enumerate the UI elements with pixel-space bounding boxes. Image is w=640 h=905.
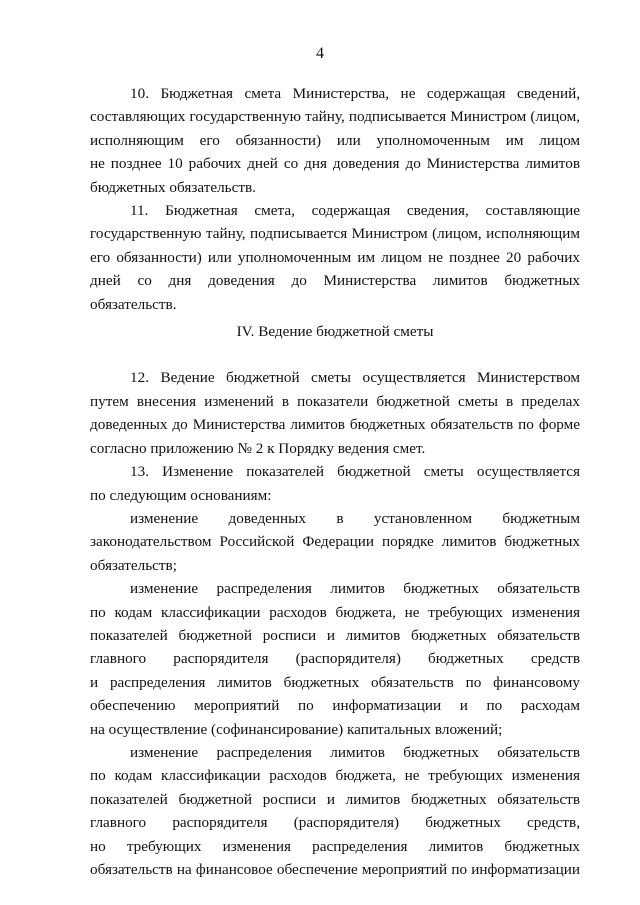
text-line: согласно приложению № 2 к Порядку ведения смет.	[90, 439, 426, 457]
text-line: изменение распределения лимитов бюджетных обязательств	[130, 743, 580, 761]
text-line: бюджетных обязательств.	[90, 178, 256, 196]
text-line: составляющих государственную тайну, подписывается Министром (лицом,	[90, 108, 580, 126]
text-line: главного распорядителя (распорядителя) бюджетных средств,	[90, 814, 580, 832]
text-line: по кодам классификации расходов бюджета, не требующих изменения	[90, 767, 580, 785]
text-line: показателей бюджетной росписи и лимитов бюджетных обязательств	[90, 790, 580, 808]
text-line: 12. Ведение бюджетной сметы осуществляется Министерством	[130, 369, 580, 387]
text-line: государственную тайну, подписывается Министром (лицом, исполняющим	[90, 225, 580, 243]
text-line: не позднее 10 рабочих дней со дня доведения до Министерства лимитов	[90, 155, 580, 173]
text-line: по следующим основаниям:	[90, 486, 272, 504]
text-line: но требующих изменения распределения лимитов бюджетных	[90, 837, 580, 855]
text-line: исполняющим его обязанности) или уполномоченным им лицом	[90, 131, 580, 149]
paragraph-13	[90, 460, 580, 507]
text-line: дней со дня доведения до Министерства лимитов бюджетных	[90, 272, 580, 290]
text-line: законодательством Российской Федерации порядке лимитов бюджетных	[90, 533, 580, 551]
text-line: 13. Изменение показателей бюджетной сметы осуществляется	[130, 463, 580, 481]
text-line: изменение распределения лимитов бюджетных обязательств	[130, 580, 580, 598]
section-heading: IV. Ведение бюджетной сметы	[236, 323, 434, 341]
text-line: доведенных до Министерства лимитов бюджетных обязательств по форме	[90, 416, 580, 434]
text-line: показателей бюджетной росписи и лимитов бюджетных обязательств	[90, 626, 580, 644]
document-body	[90, 82, 580, 881]
text-line: обязательств.	[90, 295, 177, 313]
paragraph-12	[90, 366, 580, 460]
text-line: путем внесения изменений в показатели бюджетной сметы в пределах	[90, 392, 580, 410]
text-line: его обязанности) или уполномоченным им лицом не позднее 20 рабочих	[90, 248, 580, 266]
paragraph-13-item-1	[90, 507, 580, 577]
paragraph-13-item-2	[90, 577, 580, 741]
paragraph-10	[90, 82, 580, 199]
text-line: и распределения лимитов бюджетных обязательств по финансовому	[90, 673, 580, 691]
text-line: главного распорядителя (распорядителя) бюджетных средств	[90, 650, 580, 668]
text-line: на осуществление (софинансирование) капитальных вложений;	[90, 720, 503, 738]
text-line: обязательств;	[90, 556, 177, 574]
text-line: 11. Бюджетная смета, содержащая сведения, составляющие	[130, 202, 580, 220]
page-number: 4	[316, 45, 324, 62]
paragraph-13-item-3	[90, 741, 580, 881]
text-line: изменение доведенных в установленном бюджетным	[130, 509, 580, 527]
text-line: обязательств на финансовое обеспечение мероприятий по информатизации	[90, 861, 580, 878]
text-line: обеспечению мероприятий по информатизации и по расходам	[90, 697, 580, 715]
paragraph-11	[90, 199, 580, 316]
text-line: 10. Бюджетная смета Министерства, не содержащая сведений,	[130, 85, 580, 102]
text-line: по кодам классификации расходов бюджета, не требующих изменения	[90, 603, 580, 621]
